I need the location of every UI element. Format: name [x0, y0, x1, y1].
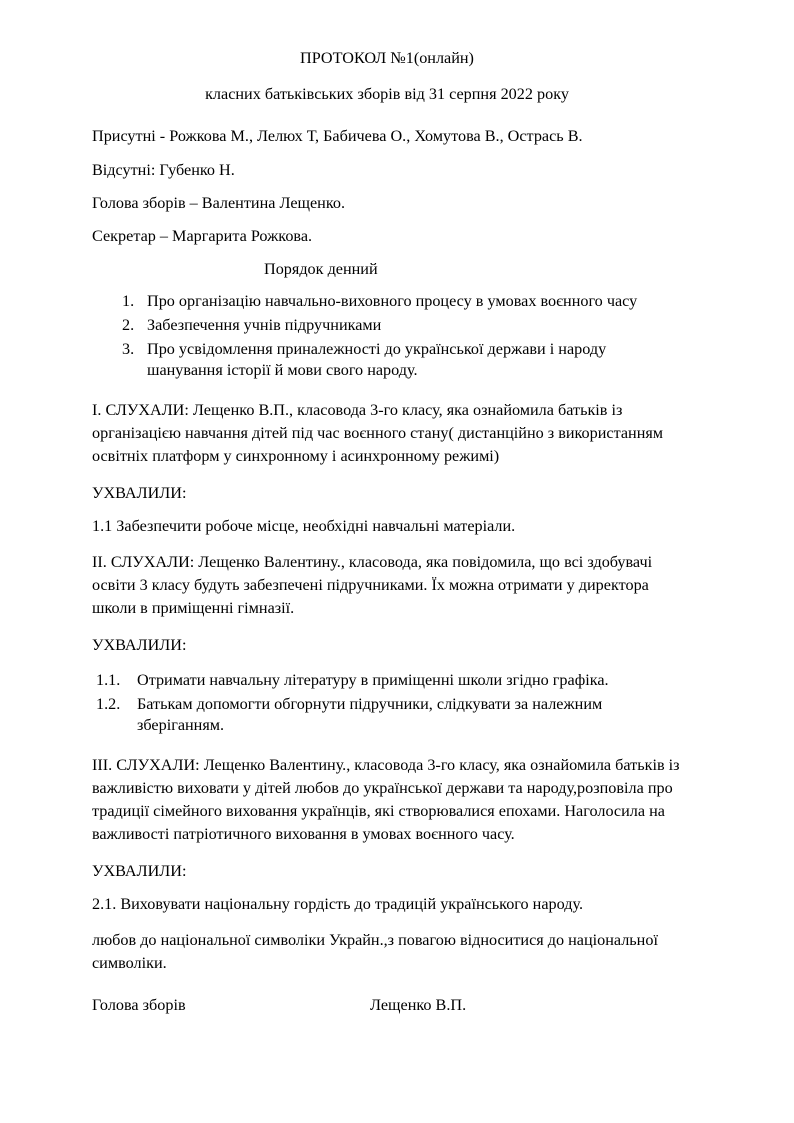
- agenda-heading: Порядок денний: [264, 260, 378, 279]
- resolved-item-marker: 1.1.: [96, 671, 121, 690]
- section-one-resolved-text: 1.1 Забезпечити робоче місце, необхідні навчальні матеріали.: [92, 516, 516, 535]
- section-three-heard-text: ІІІ. СЛУХАЛИ: Лещенко Валентину., класовода 3-го класу, яка ознайомила батьків із важливістю виховати у дітей любов до української держави та народу,розповіла про традиції сімейного виховання українців, які створювалися епохами. Наголосила на важливості патріотичного виховання в умовах воєнного часу.: [92, 755, 680, 843]
- agenda-item: [92, 339, 682, 382]
- agenda-item-text: Про організацію навчально-виховного процесу в умовах воєнного часу: [147, 292, 638, 311]
- agenda-item-text: Про усвідомлення приналежності до української держави і народу шанування історії й мови свого народу.: [147, 339, 607, 380]
- signature-name: Лещенко В.П.: [370, 996, 467, 1015]
- agenda-item-text: Забезпечення учнів підручниками: [147, 315, 382, 334]
- agenda-item: [92, 291, 682, 313]
- agenda-item-marker: 1.: [122, 292, 135, 311]
- section-one-heard: [92, 399, 682, 468]
- agenda-list: [92, 291, 682, 381]
- absent-line: Відсутні: Губенко Н.: [92, 160, 235, 179]
- attendees-line: Присутні - Рожкова М., Лелюх Т, Бабичева О., Хомутова В., Острась В.: [92, 127, 583, 146]
- resolved-item-text: Батькам допомогти обгорнути підручники, слідкувати за належним зберіганням.: [137, 694, 603, 735]
- resolved-item-text: Отримати навчальну літературу в приміщенні школи згідно графіка.: [137, 671, 609, 690]
- section-two-resolved-list: [92, 670, 682, 737]
- signature-role: Голова зборів: [92, 996, 186, 1015]
- section-three-resolved-heading: УХВАЛИЛИ:: [92, 861, 187, 880]
- section-two-heard: [92, 551, 682, 620]
- section-one-resolved-heading: УХВАЛИЛИ:: [92, 483, 187, 502]
- section-three-heard: [92, 754, 682, 846]
- resolved-item: [92, 670, 682, 692]
- document-body: [92, 50, 682, 1013]
- chair-line: Голова зборів – Валентина Лещенко.: [92, 193, 346, 212]
- agenda-item-marker: 2.: [122, 315, 135, 334]
- signature-row: [92, 997, 682, 1013]
- section-one-heard-text: І. СЛУХАЛИ: Лещенко В.П., класовода 3-го класу, яка ознайомила батьків із організацією навчання дітей під час воєнного стану( дистанційно з використанням освітніх платформ у синхронному і асинхронному режимі): [92, 400, 664, 465]
- section-three-resolved-text-2: [92, 929, 682, 975]
- section-two-heard-text: ІІ. СЛУХАЛИ: Лещенко Валентину., класовода, яка повідомила, що всі здобувачі освіти 3 класу будуть забезпечені підручниками. Їх можна отримати у директора школи в приміщенні гімназії.: [92, 553, 653, 618]
- section-three-resolved-text-2-body: любов до національної символіки Украйн.,з повагою відноситися до національної символіки.: [92, 931, 658, 973]
- agenda-item: [92, 315, 682, 337]
- document-subtitle: класних батьківських зборів від 31 серпня 2022 року: [205, 85, 569, 104]
- secretary-line: Секретар – Маргарита Рожкова.: [92, 227, 313, 246]
- resolved-item: [92, 694, 682, 737]
- section-two-resolved-heading: УХВАЛИЛИ:: [92, 636, 187, 655]
- section-three-resolved-text-1: 2.1. Виховувати національну гордість до традицій українського народу.: [92, 895, 584, 914]
- resolved-item-marker: 1.2.: [96, 694, 121, 713]
- document-title: ПРОТОКОЛ №1(онлайн): [300, 49, 474, 67]
- agenda-item-marker: 3.: [122, 339, 135, 358]
